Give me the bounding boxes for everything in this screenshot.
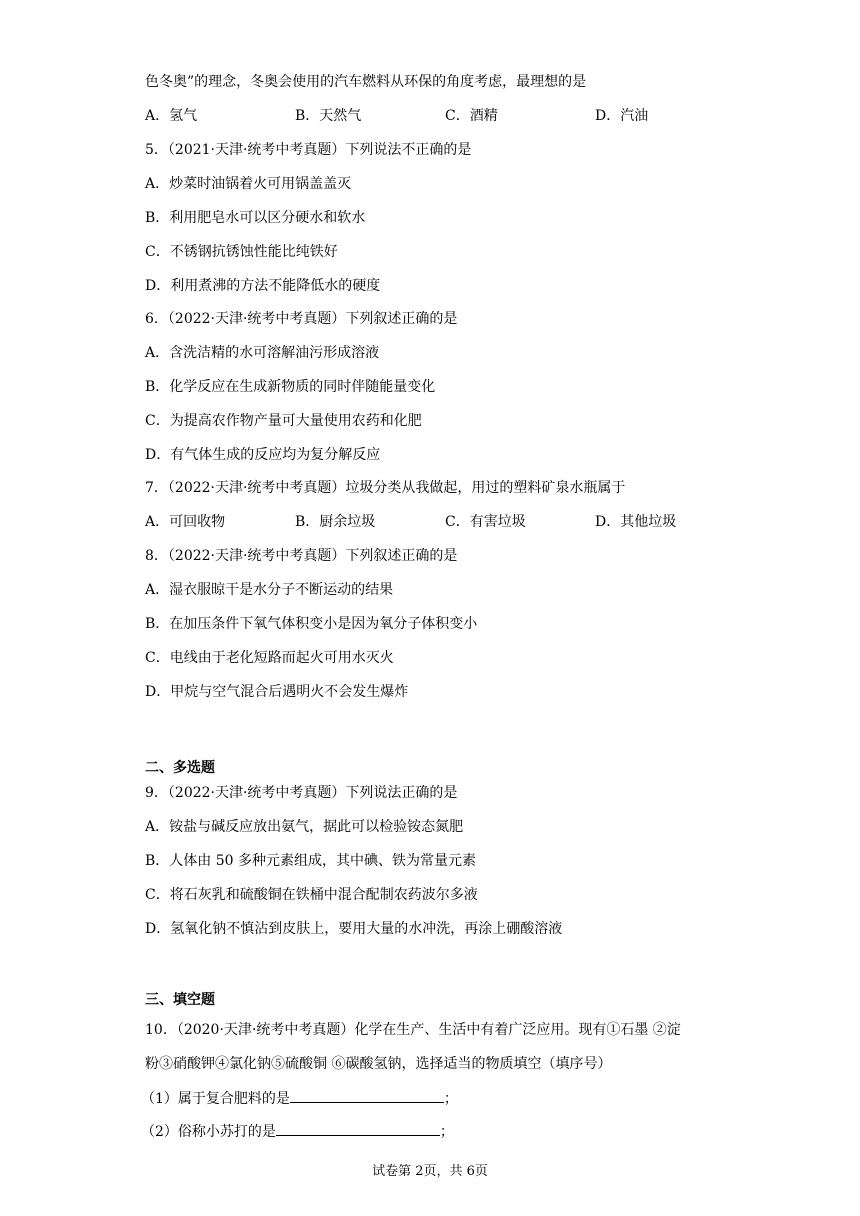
q8-stem: 8．（2022·天津·统考中考真题）下列叙述正确的是 [145, 548, 458, 564]
q4-option-a: A．氢气 [145, 108, 198, 124]
q7-option-a: A．可回收物 [145, 514, 226, 530]
q10-sub1 [141, 1088, 458, 1109]
q9-option-b: B．人体由 50 多种元素组成，其中碘、铁为常量元素 [145, 853, 477, 869]
q5-stem: 5．（2021·天津·统考中考真题）下列说法不正确的是 [145, 142, 472, 158]
q9-stem: 9．（2022·天津·统考中考真题）下列说法正确的是 [145, 785, 458, 801]
q7-stem: 7．（2022·天津·统考中考真题）垃圾分类从我做起，用过的塑料矿泉水瓶属于 [145, 480, 626, 496]
q7-option-c: C．有害垃圾 [445, 514, 526, 530]
q10-sub1-end: ； [443, 1091, 458, 1107]
q10-stem-line1: 10．（2020·天津·统考中考真题）化学在生产、生活中有着广泛应用。现有①石墨 ②淀 [145, 1022, 681, 1038]
q10-sub1-blank[interactable] [290, 1088, 444, 1103]
q4-option-d: D．汽油 [595, 108, 649, 124]
q8-option-b: B．在加压条件下氧气体积变小是因为氧分子体积变小 [145, 616, 478, 632]
q8-option-a: A．湿衣服晾干是水分子不断运动的结果 [145, 582, 394, 598]
q5-option-c: C．不锈钢抗锈蚀性能比纯铁好 [145, 244, 338, 260]
q6-option-c: C．为提高农作物产量可大量使用农药和化肥 [145, 413, 422, 429]
q10-sub2-text: （2）俗称小苏打的是 [141, 1124, 276, 1140]
q6-option-d: D．有气体生成的反应均为复分解反应 [145, 447, 381, 463]
q5-option-b: B．利用肥皂水可以区分硬水和软水 [145, 210, 366, 226]
section-heading-fill-in: 三、填空题 [145, 992, 215, 1008]
q5-option-d: D．利用煮沸的方法不能降低水的硬度 [145, 278, 381, 294]
page-footer: 试卷第 2页，共 6页 [372, 1164, 488, 1179]
q9-option-d: D．氢氧化钠不慎沾到皮肤上，要用大量的水冲洗，再涂上硼酸溶液 [145, 921, 563, 937]
q6-option-a: A．含洗洁精的水可溶解油污形成溶液 [145, 345, 380, 361]
q4-stem: 色冬奥”的理念，冬奥会使用的汽车燃料从环保的角度考虑，最理想的是 [145, 74, 587, 90]
q10-sub1-text: （1）属于复合肥料的是 [141, 1091, 290, 1107]
q7-option-d: D．其他垃圾 [595, 514, 677, 530]
q9-option-c: C．将石灰乳和硫酸铜在铁桶中混合配制农药波尔多液 [145, 887, 478, 903]
section-heading-multiple-choice: 二、多选题 [145, 760, 215, 776]
q4-option-c: C．酒精 [445, 108, 498, 124]
q5-option-a: A．炒菜时油锅着火可用锅盖盖灭 [145, 176, 352, 192]
q10-stem-line2: 粉③硝酸钾④氯化钠⑤硫酸铜 ⑥碳酸氢钠，选择适当的物质填空（填序号） [145, 1056, 612, 1072]
q8-option-c: C．电线由于老化短路而起火可用水灭火 [145, 650, 394, 666]
q9-option-a: A．铵盐与碱反应放出氨气，据此可以检验铵态氮肥 [145, 819, 464, 835]
q7-option-b: B．厨余垃圾 [295, 514, 376, 530]
q4-option-b: B．天然气 [295, 108, 362, 124]
q6-stem: 6．（2022·天津·统考中考真题）下列叙述正确的是 [145, 311, 458, 327]
q10-sub2-end: ； [439, 1124, 454, 1140]
q10-sub2 [141, 1121, 454, 1142]
q10-sub2-blank[interactable] [276, 1121, 440, 1136]
q8-option-d: D．甲烷与空气混合后遇明火不会发生爆炸 [145, 684, 409, 700]
q6-option-b: B．化学反应在生成新物质的同时伴随能量变化 [145, 379, 436, 395]
